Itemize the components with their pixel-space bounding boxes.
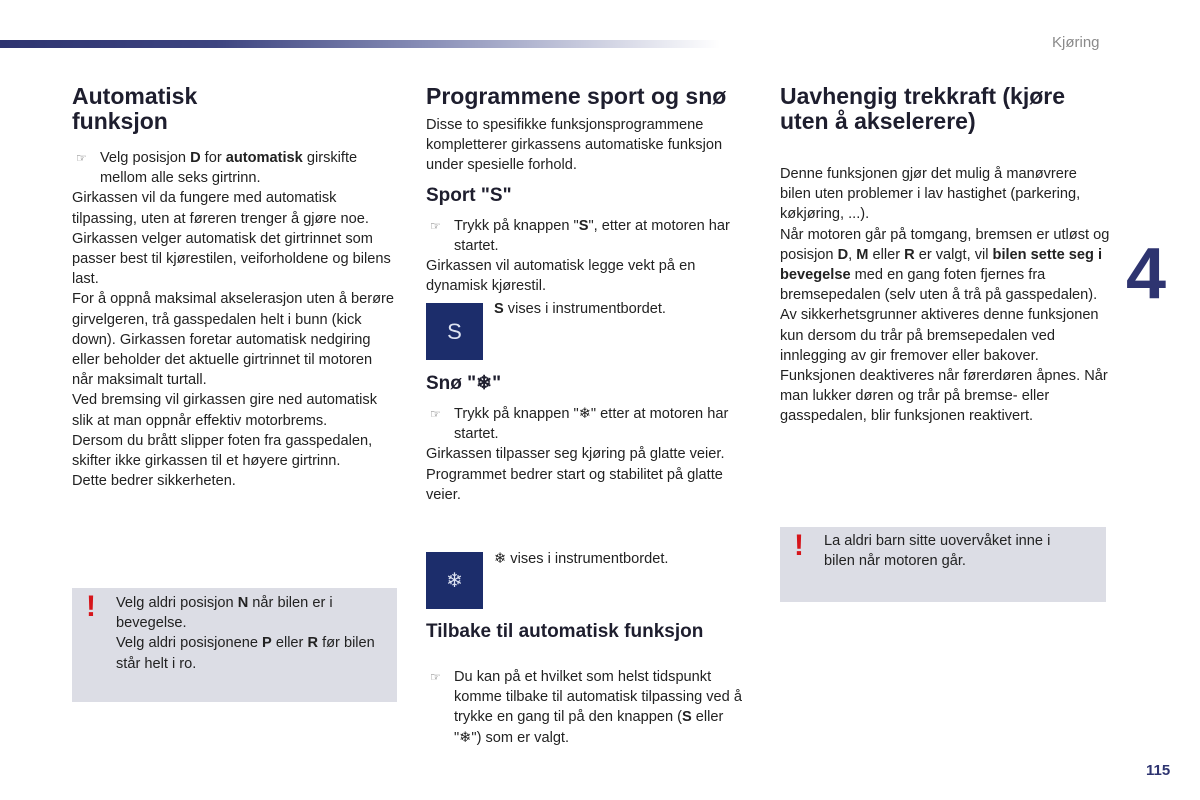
- paragraph-braking: Ved bremsing vil girkassen gire ned automatisk slik at man oppnår effektiv motorbrems.: [72, 392, 378, 429]
- warning-icon: !: [86, 590, 96, 623]
- warning-box-gear: [72, 588, 397, 702]
- title-traction: Uavhengig trekkraft (kjøre uten å akselerere): [780, 83, 1066, 134]
- column-back-to-auto: [426, 620, 751, 748]
- heading-sport: Sport "S": [426, 184, 512, 206]
- caption-sport: S vises i instrumentbordet.: [494, 301, 666, 317]
- bullet-mark-icon: ☞: [430, 670, 441, 684]
- snowflake-icon: ❄: [426, 552, 483, 609]
- paragraph-safety: Dette bedrer sikkerheten.: [72, 473, 236, 490]
- title-automatic: Automatisk funksjon: [72, 83, 198, 134]
- paragraph-programs-intro: Disse to spesifikke funksjonsprogrammene kompletterer girkassens automatiske funksjon under spesielle forhold.: [426, 117, 723, 174]
- paragraph-snow: Girkassen tilpasser seg kjøring på glatte veier. Programmet bedrer start og stabilitet på glatte veier.: [426, 446, 725, 503]
- bullet-select-d: ☞ Velg posisjon D for automatisk girskifte mellom alle seks girtrinn.: [76, 150, 358, 187]
- heading-back-to-auto: Tilbake til automatisk funksjon: [426, 621, 704, 642]
- heading-snow: Snø "❄": [426, 373, 502, 394]
- paragraph-adaptive: Girkassen vil da fungere med automatisk tilpassing, uten at føreren trenger å gjøre noe. Girkassen velger automatisk det girtrinnet som passer best til kjørestilen, veiforholdene og bilens last.: [72, 190, 391, 288]
- chapter-number: 4: [1126, 234, 1167, 314]
- bullet-mark-icon: ☞: [430, 407, 441, 421]
- caption-snow: ❄ vises i instrumentbordet.: [494, 551, 669, 567]
- column-automatic: [72, 84, 397, 491]
- title-programs: Programmene sport og snø: [426, 83, 727, 109]
- bullet-mark-icon: ☞: [76, 151, 87, 165]
- paragraph-activation: Av sikkerhetsgrunner aktiveres denne funksjonen kun dersom du trår på bremsepedalen ved innlegging av gir fremover eller bakover.: [780, 307, 1099, 364]
- paragraph-sport: Girkassen vil automatisk legge vekt på en dynamisk kjørestil.: [426, 258, 696, 295]
- page-number: 115: [1146, 762, 1171, 779]
- warning-icon: !: [794, 529, 804, 562]
- bullet-return: ☞ Du kan på et hvilket som helst tidspunkt komme tilbake til automatisk tilpassing ved å trykke en gang til på den knappen (S eller "❄") som er valgt.: [430, 669, 742, 746]
- warning-text: Velg aldri posisjon N når bilen er i bevegelse. Velg aldri posisjonene P eller R før bilen står helt i ro.: [116, 595, 375, 672]
- paragraph-kickdown: For å oppnå maksimal akselerasjon uten å berøre girvelgeren, trå gasspedalen helt i bunn (kick down). Girkassen foretar automatisk nedgiring eller beholder det aktuelle girtrinnet til motoren når maksimalt turtall.: [72, 291, 395, 389]
- paragraph-release-pedal: Dersom du brått slipper foten fra gasspedalen, skifter ikke girkassen til et høyere girtrinn.: [72, 432, 373, 470]
- section-label: Kjøring: [1052, 34, 1100, 51]
- header-gradient-bar: [0, 40, 720, 48]
- paragraph-idle-start: Når motoren går på tomgang, bremsen er utløst og posisjon D, M eller R er valgt, vil bilen sette seg i bevegelse med en gang foten fjernes fra bremsepedalen (selv uten å trå på gasspedalen).: [780, 226, 1110, 304]
- column-programs: [426, 84, 751, 296]
- bullet-press-s: ☞ Trykk på knappen "S", etter at motoren har startet.: [430, 217, 730, 254]
- column-traction: [780, 84, 1110, 427]
- paragraph-deactivation: Funksjonen deaktiveres når førerdøren åpnes. Når man lukker døren og trår på bremse- eller gasspedalen, blir funksjonen reaktivert.: [780, 368, 1108, 425]
- warning-box-children: [780, 527, 1106, 602]
- paragraph-traction-intro: Denne funksjonen gjør det mulig å manøvrere bilen uten problemer i lav hastighet (parkering, køkjøring, ...).: [780, 166, 1081, 223]
- column-snow: [426, 372, 751, 505]
- bullet-mark-icon: ☞: [430, 218, 441, 233]
- bullet-press-snow: ☞ Trykk på knappen "❄" etter at motoren har startet.: [430, 406, 729, 443]
- warning-text: La aldri barn sitte uovervåket inne i bilen når motoren går.: [824, 533, 1051, 570]
- sport-s-icon: S: [426, 303, 483, 360]
